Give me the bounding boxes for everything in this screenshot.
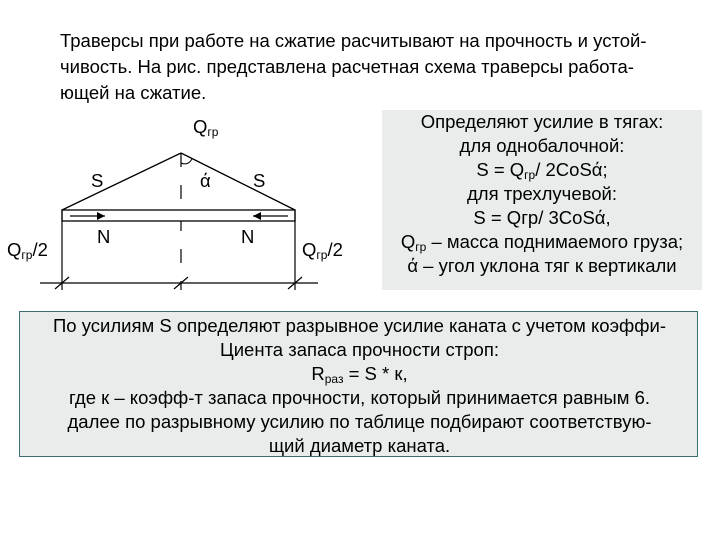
q-right-label: $Q_{гр}/2$ [302,239,343,262]
info-line-4: для трехлучевой: [467,183,617,204]
q-left-label: $Q_{гр}/2$ [7,239,48,262]
angle-arc [181,159,192,164]
sling-right [181,153,295,210]
info-box [382,110,702,290]
info-line-3: $S = Q_{гр}/$ 2CoSά; [476,159,608,182]
intro-line-3: ющей на сжатие. [60,82,207,103]
info-line-7: ά – угол уклона тяг к вертикали [407,255,677,276]
s-left-label: S [91,170,104,191]
bottom-line-6: щий диаметр каната. [268,435,451,456]
bottom-line-4: где к – коэфф-т запаса прочности, который принимается равным 6. [68,387,651,408]
n-right-label: N [241,226,255,247]
bottom-box [19,311,698,457]
intro-line-1: Траверсы при работе на сжатие расчитывают на прочность и устой- [60,30,647,51]
bottom-line-3: $R_{раз} = S * к$, [311,363,408,386]
intro-line-2: чивость. На рис. представлена расчетная схема траверсы работа- [60,56,634,77]
info-line-1: Определяют усилие в тягах: [420,111,664,132]
info-line-5: S = Qгр/ 3CoSά, [473,207,611,228]
q-top-label: $Q_{гр}$ [193,116,219,139]
alpha-label: ά [200,170,211,191]
n-left-label: N [97,226,111,247]
sling-left [62,153,181,210]
s-right-label: S [253,170,266,191]
bottom-line-5: далее по разрывному усилию по таблице подбирают соответствую- [67,411,652,432]
info-line-6: $Q_{гр}$ – масса поднимаемого груза; [400,231,684,254]
info-line-2: для однобалочной: [459,135,625,156]
bottom-line-2: Циента запаса прочности строп: [220,339,499,360]
bottom-line-1: По усилиям S определяют разрывное усилие каната с учетом коэффи- [53,315,666,336]
